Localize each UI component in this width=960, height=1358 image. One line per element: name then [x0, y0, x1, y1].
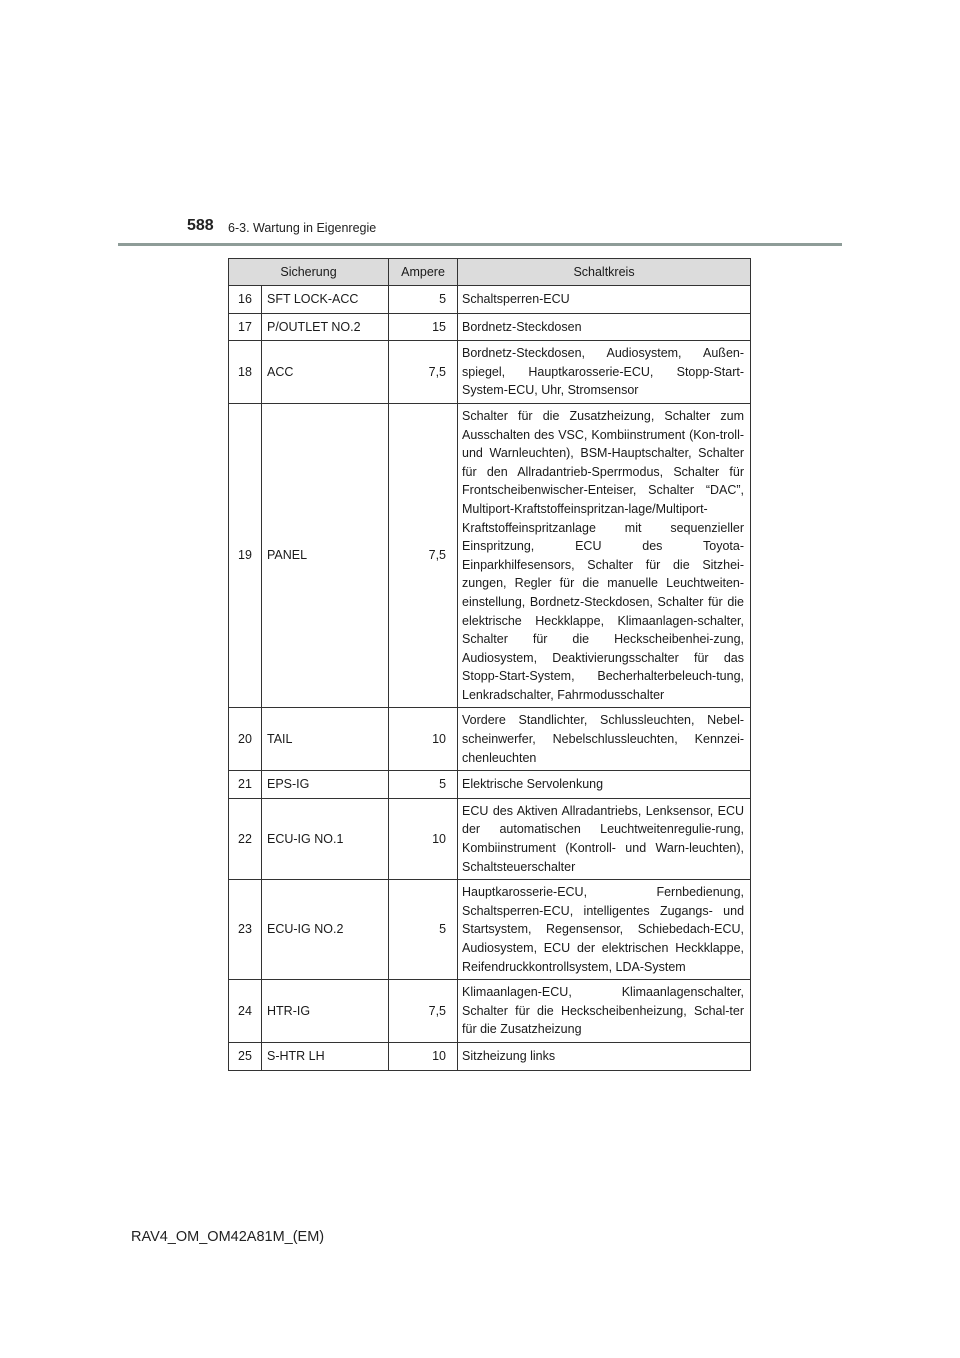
fuse-ampere: 7,5 [389, 341, 458, 404]
fuse-ampere: 10 [389, 708, 458, 771]
table-row [229, 771, 751, 799]
footer-doc-id: RAV4_OM_OM42A81M_(EM) [131, 1229, 325, 1245]
fuse-number: 23 [229, 880, 262, 980]
fuse-name: EPS-IG [262, 771, 389, 799]
fuse-circuit: Klimaanlagen-ECU, Klimaanlagenschalter, Schalter für die Heckscheibenheizung, Schal-ter für die Zusatzheizung [458, 980, 751, 1043]
fuse-circuit: Hauptkarosserie-ECU, Fernbedienung, Schaltsperren-ECU, intelligentes Zugangs- und Startsystem, Regensensor, Schiebedach-ECU, Audiosystem, ECU der elektrischen Heckklappe, Reifendruckkontrollsystem, LDA-System [458, 880, 751, 980]
header-ampere: Ampere [389, 259, 458, 286]
fuse-ampere: 15 [389, 313, 458, 341]
fuse-number: 21 [229, 771, 262, 799]
section-title: 6-3. Wartung in Eigenregie [228, 221, 377, 235]
fuse-number: 17 [229, 313, 262, 341]
table-row [229, 708, 751, 771]
fuse-name: PANEL [262, 403, 389, 708]
header-schaltkreis: Schaltkreis [458, 259, 751, 286]
fuse-name: TAIL [262, 708, 389, 771]
table-row [229, 341, 751, 404]
fuse-circuit: Schaltsperren-ECU [458, 286, 751, 314]
fuse-circuit: Bordnetz-Steckdosen [458, 313, 751, 341]
fuse-circuit: ECU des Aktiven Allradantriebs, Lenksensor, ECU der automatischen Leuchtweitenregulie-rung, Kombiinstrument (Kontroll- und Warn-leuchten), Schaltsteuerschalter [458, 798, 751, 879]
table-row [229, 798, 751, 879]
fuse-ampere: 10 [389, 798, 458, 879]
fuse-number: 19 [229, 403, 262, 708]
fuse-name: HTR-IG [262, 980, 389, 1043]
table-row [229, 880, 751, 980]
fuse-circuit: Schalter für die Zusatzheizung, Schalter zum Ausschalten des VSC, Kombiinstrument (Kon-troll- und Warnleuchten), BSM-Hauptschalter, Schalter für den Allradantrieb-Sperrmodus, Schalter für Frontscheibenwischer-Enteiser, Schalter “DAC”, Multiport-Kraftstoffeinspritzan-lage/Multiport-Kraftstoffeinspritzanlage mit sequenzieller Einspritzung, ECU des Toyota-Einparkhilfesensors, Schalter für die Sitzhei-zungen, Regler für die manuelle Leuchtweiten-einstellung, Bordnetz-Steckdosen, Schalter für die elektrische Heckklappe, Klimaanlagen-schalter, Schalter für die Heckscheibenhei-zung, Audiosystem, Deaktivierungsschalter für das Stopp-Start-System, Becherhalterbeleuch-tung, Lenkradschalter, Fahrmodusschalter [458, 403, 751, 708]
fuse-table [228, 258, 751, 1071]
page-number: 588 [187, 217, 214, 234]
fuse-name: ECU-IG NO.1 [262, 798, 389, 879]
fuse-name: S-HTR LH [262, 1042, 389, 1070]
table-row [229, 313, 751, 341]
fuse-number: 22 [229, 798, 262, 879]
fuse-ampere: 5 [389, 771, 458, 799]
table-row [229, 980, 751, 1043]
fuse-ampere: 5 [389, 880, 458, 980]
table-row [229, 286, 751, 314]
fuse-ampere: 5 [389, 286, 458, 314]
fuse-name: ACC [262, 341, 389, 404]
table-header-row [229, 259, 751, 286]
table-row [229, 403, 751, 708]
header-divider [118, 243, 842, 246]
fuse-circuit: Vordere Standlichter, Schlussleuchten, Nebel-scheinwerfer, Nebelschlussleuchten, Kennzei-chenleuchten [458, 708, 751, 771]
header-sicherung: Sicherung [229, 259, 389, 286]
fuse-number: 20 [229, 708, 262, 771]
fuse-name: SFT LOCK-ACC [262, 286, 389, 314]
table-row [229, 1042, 751, 1070]
fuse-ampere: 7,5 [389, 403, 458, 708]
fuse-circuit: Bordnetz-Steckdosen, Audiosystem, Außen-spiegel, Hauptkarosserie-ECU, Stopp-Start-System-ECU, Uhr, Stromsensor [458, 341, 751, 404]
fuse-number: 18 [229, 341, 262, 404]
fuse-ampere: 7,5 [389, 980, 458, 1043]
fuse-number: 25 [229, 1042, 262, 1070]
fuse-number: 16 [229, 286, 262, 314]
fuse-ampere: 10 [389, 1042, 458, 1070]
fuse-name: P/OUTLET NO.2 [262, 313, 389, 341]
fuse-circuit: Sitzheizung links [458, 1042, 751, 1070]
fuse-number: 24 [229, 980, 262, 1043]
fuse-circuit: Elektrische Servolenkung [458, 771, 751, 799]
fuse-name: ECU-IG NO.2 [262, 880, 389, 980]
